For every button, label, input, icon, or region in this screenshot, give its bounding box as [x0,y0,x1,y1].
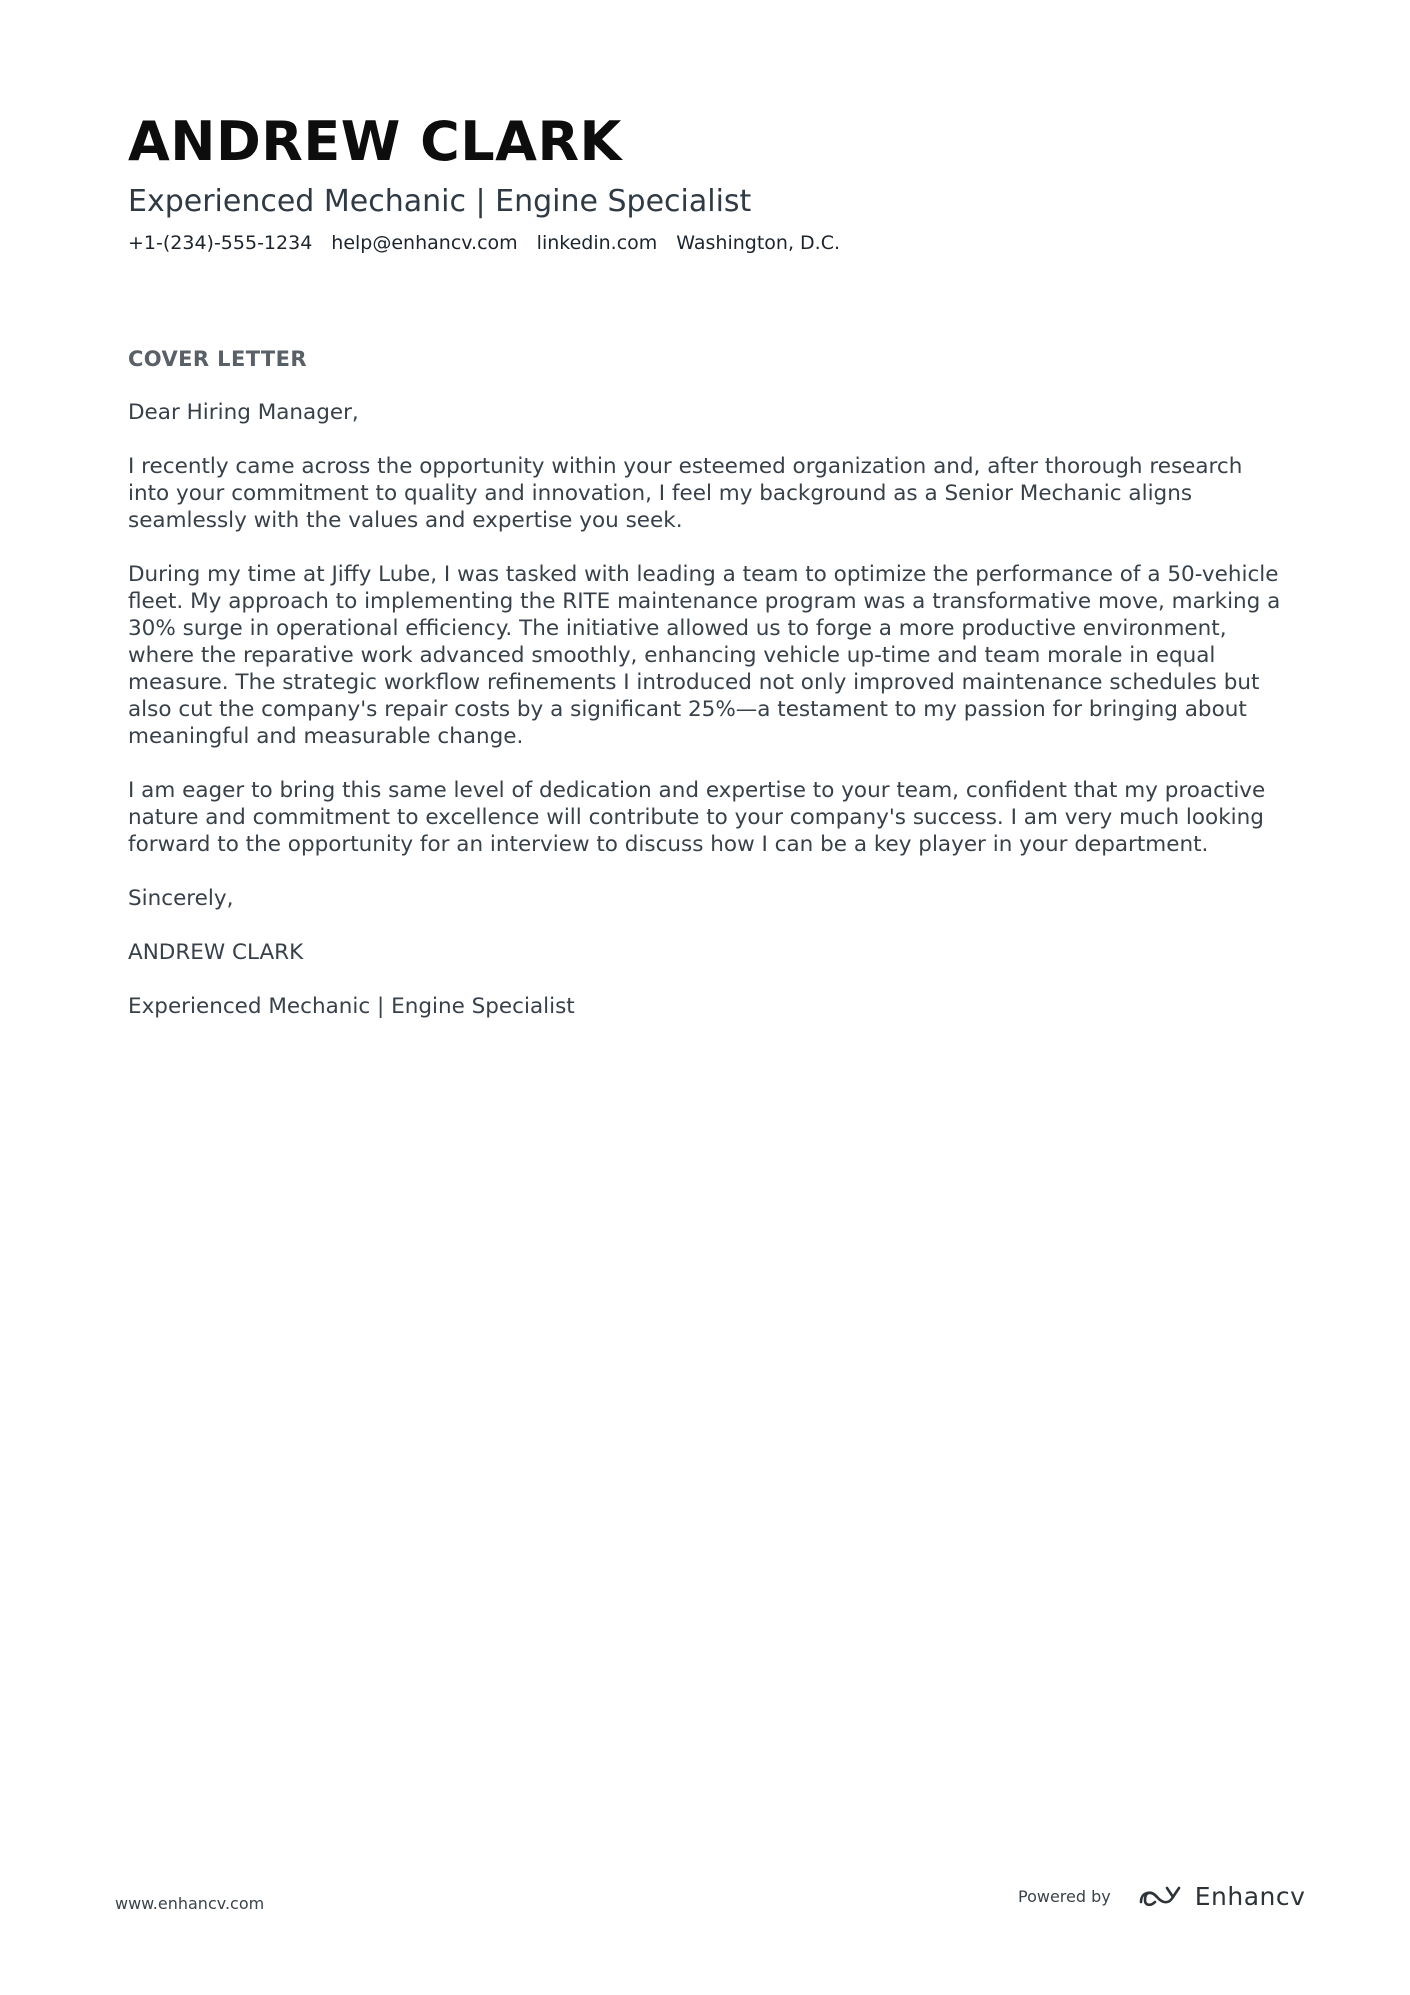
applicant-title: Experienced Mechanic | Engine Specialist [128,184,752,219]
footer-website[interactable]: www.enhancv.com [115,1894,265,1913]
signature-name: ANDREW CLARK [128,940,304,965]
contact-info [128,230,1288,256]
powered-by-label: Powered by [1018,1887,1111,1906]
applicant-name: ANDREW CLARK [128,110,622,173]
signature-title: Experienced Mechanic | Engine Specialist [128,994,575,1019]
contact-email: help@enhancv.com [331,232,518,254]
letter-body [128,345,1288,1020]
footer-branding [1018,1882,1305,1911]
paragraph-1: I recently came across the opportunity within your esteemed organization and, after thorough research into your commitment to quality and innovation, I feel my background as a Senior Mechanic aligns seamlessly with the values and expertise you seek. [128,454,1243,533]
enhancv-brand[interactable]: Enhancv [1194,1882,1306,1911]
paragraph-3: I am eager to bring this same level of dedication and expertise to your team, confident that my proactive nature and commitment to excellence will contribute to your company's success. I am very much looking forward to the opportunity for an interview to discuss how I can be a key player in your department. [128,778,1266,857]
enhancv-logo-icon [1137,1884,1185,1910]
contact-linkedin: linkedin.com [536,232,658,254]
paragraph-2: During my time at Jiffy Lube, I was tasked with leading a team to optimize the performance of a 50-vehicle fleet. My approach to implementing the RITE maintenance program was a transformative move, marking a 30% surge in operational efficiency. The initiative allowed us to forge a more productive environment, where the reparative work advanced smoothly, enhancing vehicle up-time and team morale in equal measure. The strategic workflow refinements I introduced not only improved maintenance schedules but also cut the company's repair costs by a significant 25%—a testament to my passion for bringing about meaningful and measurable change. [128,562,1281,749]
contact-phone: +1-(234)-555-1234 [128,232,313,254]
contact-location: Washington, D.C. [676,232,841,254]
section-title: COVER LETTER [128,347,307,371]
closing: Sincerely, [128,886,234,911]
salutation: Dear Hiring Manager, [128,400,359,425]
header [128,110,1288,256]
